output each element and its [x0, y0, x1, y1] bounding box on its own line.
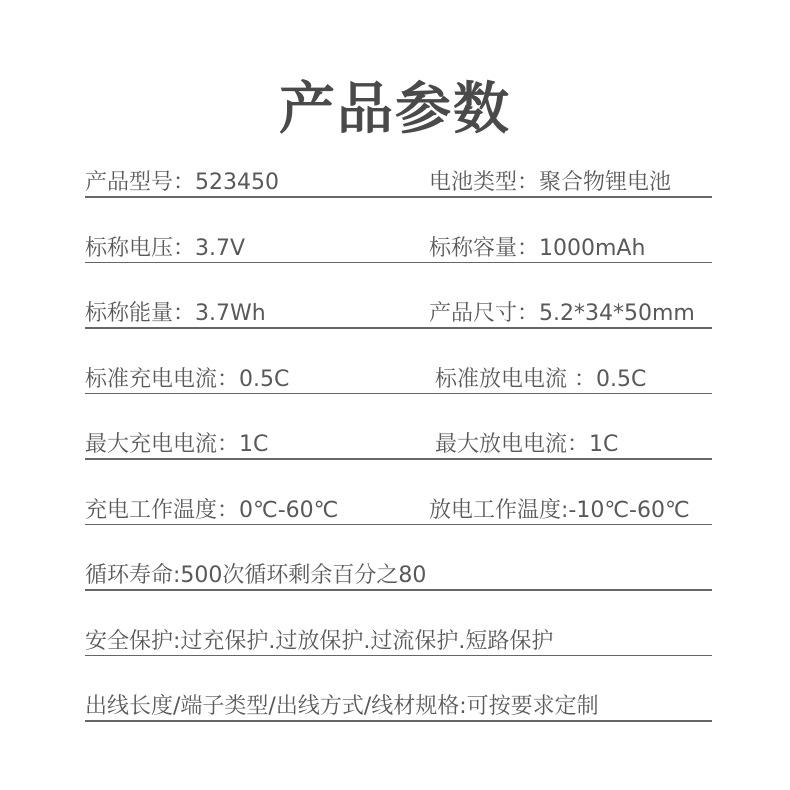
spec-product-size: 产品尺寸：5.2*34*50mm — [429, 301, 695, 326]
spec-standard-charge-current: 标准充电电流：0.5C — [85, 366, 290, 392]
spec-safety-protection: 安全保护:过充保护.过放保护.过流保护.短路保护 — [85, 628, 554, 654]
spec-list — [85, 160, 712, 750]
spec-row-protection — [85, 619, 712, 685]
spec-row-model — [85, 160, 712, 226]
spec-max-charge-current: 最大充电电流：1C — [85, 432, 269, 457]
spec-battery-type: 电池类型：聚合物锂电池 — [429, 170, 672, 195]
spec-nominal-energy: 标称能量：3.7Wh — [85, 301, 266, 326]
spec-row-standard-current — [85, 357, 712, 423]
spec-row-voltage — [85, 226, 712, 292]
spec-row-customization — [85, 684, 712, 750]
page-title: 产品参数 — [279, 77, 511, 142]
spec-discharge-temperature: 放电工作温度:-10℃-60℃ — [429, 497, 690, 523]
row-underline — [85, 655, 712, 657]
row-underline — [85, 327, 712, 329]
row-underline — [85, 196, 712, 198]
spec-row-temperature — [85, 488, 712, 554]
spec-customization: 出线长度/端子类型/出线方式/线材规格:可按要求定制 — [85, 694, 599, 719]
spec-row-max-current — [85, 422, 712, 488]
spec-row-cycle-life — [85, 553, 712, 619]
spec-row-energy — [85, 291, 712, 357]
row-underline — [85, 524, 712, 526]
row-underline — [85, 589, 712, 591]
spec-cycle-life: 循环寿命:500次循环剩余百分之80 — [85, 563, 427, 588]
spec-standard-discharge-current: 标准放电电流 ：0.5C — [435, 366, 647, 392]
row-underline — [85, 720, 712, 722]
row-underline — [85, 393, 712, 395]
spec-nominal-voltage: 标称电压：3.7V — [85, 235, 246, 261]
spec-model: 产品型号：523450 — [85, 170, 279, 195]
row-underline — [85, 262, 712, 264]
spec-max-discharge-current: 最大放电电流：1C — [435, 432, 619, 457]
spec-nominal-capacity: 标称容量：1000mAh — [429, 235, 646, 261]
spec-charge-temperature: 充电工作温度：0℃-60℃ — [85, 497, 339, 523]
row-underline — [85, 458, 712, 460]
